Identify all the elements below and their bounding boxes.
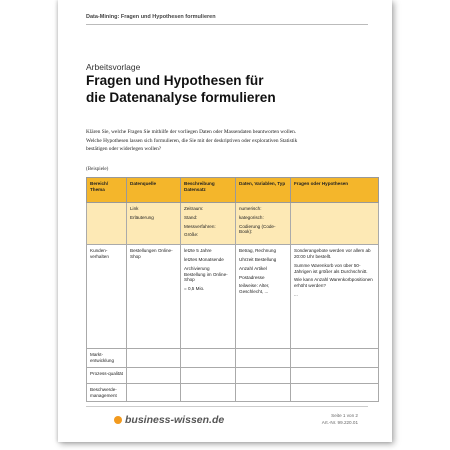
table-cell bbox=[181, 349, 236, 368]
column-header: Datenquelle bbox=[127, 178, 181, 203]
table-row-customer bbox=[87, 245, 379, 349]
cell-line: Uhrzeit Bestellung bbox=[239, 256, 277, 262]
logo-text: business-wissen.de bbox=[125, 414, 225, 426]
table-cell bbox=[291, 367, 379, 383]
table-cell bbox=[181, 203, 236, 245]
table-cell bbox=[181, 245, 236, 349]
table-cell bbox=[236, 349, 291, 368]
cell-line: kategorisch: bbox=[239, 214, 264, 220]
cell-line: = 0,5 Mio. bbox=[184, 286, 205, 292]
cell-line: Stand: bbox=[184, 214, 198, 220]
table-cell bbox=[127, 367, 181, 383]
cell-line: Wie kann Anzahl Warenkorbpositionen erhöht werden? bbox=[294, 277, 373, 289]
table-cell bbox=[236, 245, 291, 349]
cell-line: Betrag, Rechnung bbox=[239, 248, 277, 254]
page-title bbox=[86, 73, 366, 106]
intro-paragraph: Klären Sie, welche Fragen Sie mithilfe der vorliegen Daten oder Massendaten beantworten wollen. Welche Hypothesen lassen sich formulieren, die Sie mit der deskriptiven oder explorativen Statistik bestätigen oder widerlegen wollen? bbox=[86, 129, 298, 153]
brand-logo bbox=[114, 414, 224, 426]
table-row-market bbox=[87, 349, 379, 368]
cell-line: Codierung (Code-Book): bbox=[239, 223, 276, 235]
cell-line: Sonderangebote werden vor allem ab 20:00 Uhr bestellt. bbox=[294, 248, 371, 259]
cell-line: Erläuterung bbox=[130, 214, 154, 220]
table-cell bbox=[181, 383, 236, 402]
table-row-definitions bbox=[87, 203, 379, 245]
table-cell bbox=[127, 349, 181, 368]
table-cell: Prozess-qualität bbox=[87, 367, 127, 383]
cell-line: letzte 5 Jahre bbox=[184, 248, 212, 254]
example-note: (Beispiele) bbox=[86, 166, 109, 172]
cell-line: Anzahl Artikel bbox=[239, 265, 267, 271]
table-header-row bbox=[87, 178, 379, 203]
table-cell: Markt-entwicklung bbox=[87, 349, 127, 368]
title-line-1: Fragen und Hypothesen für bbox=[86, 73, 264, 88]
cell-line: letztes Monatsende bbox=[184, 256, 224, 262]
footer-divider bbox=[86, 406, 368, 407]
cell-line: numerisch: bbox=[239, 206, 262, 211]
cell-line: Messverfahren: bbox=[184, 223, 216, 229]
article-number: Art.-Nr. 99.220.01 bbox=[321, 420, 358, 425]
document-type-label: Arbeitsvorlage bbox=[86, 62, 141, 72]
cell-line: Link bbox=[130, 206, 139, 211]
cell-line: Archivierung Bestellung im Online-Shop bbox=[184, 265, 228, 283]
column-header: Daten, Variablen, Typ bbox=[236, 178, 291, 203]
running-header: Data-Mining: Fragen und Hypothesen formulieren bbox=[86, 14, 368, 25]
document-page bbox=[58, 0, 392, 442]
table-cell bbox=[181, 367, 236, 383]
column-header: Fragen oder Hypothesen bbox=[291, 178, 379, 203]
page-number: Seite 1 von 2 bbox=[331, 413, 358, 418]
cell-line: Postadresse bbox=[239, 274, 265, 280]
cell-line: Summe Warenkorb von über 50-Jährigen ist größer als Durchschnitt. bbox=[294, 262, 368, 274]
cell-line: Zeitraum: bbox=[184, 206, 204, 211]
table-cell bbox=[87, 203, 127, 245]
table-cell bbox=[236, 367, 291, 383]
cell-line: Größe: bbox=[184, 232, 199, 238]
table-cell bbox=[127, 245, 181, 349]
page-info bbox=[322, 412, 358, 426]
table-row-complaint bbox=[87, 383, 379, 402]
table-cell: Beschwerde-management bbox=[87, 383, 127, 402]
column-header: Beschreibung Datensatz bbox=[181, 178, 236, 203]
table-cell bbox=[236, 383, 291, 402]
cell-line: teilweise: Alter, Geschlecht, ... bbox=[239, 283, 270, 295]
logo-dot-icon bbox=[114, 416, 122, 424]
cell-line: ... bbox=[294, 291, 298, 297]
table-cell bbox=[291, 245, 379, 349]
table-row-process bbox=[87, 367, 379, 383]
title-line-2: die Datenanalyse formulieren bbox=[86, 89, 276, 105]
table-cell bbox=[127, 203, 181, 245]
table-cell bbox=[236, 203, 291, 245]
column-header: Bereich/ Thema bbox=[87, 178, 127, 203]
hypothesis-table bbox=[86, 177, 379, 402]
table-cell bbox=[291, 383, 379, 402]
table-cell bbox=[291, 203, 379, 245]
cell-line: Bestellungen Online-Shop bbox=[130, 248, 173, 259]
table-cell bbox=[291, 349, 379, 368]
table-cell bbox=[127, 383, 181, 402]
table-cell: Kunden-verhalten bbox=[87, 245, 127, 349]
